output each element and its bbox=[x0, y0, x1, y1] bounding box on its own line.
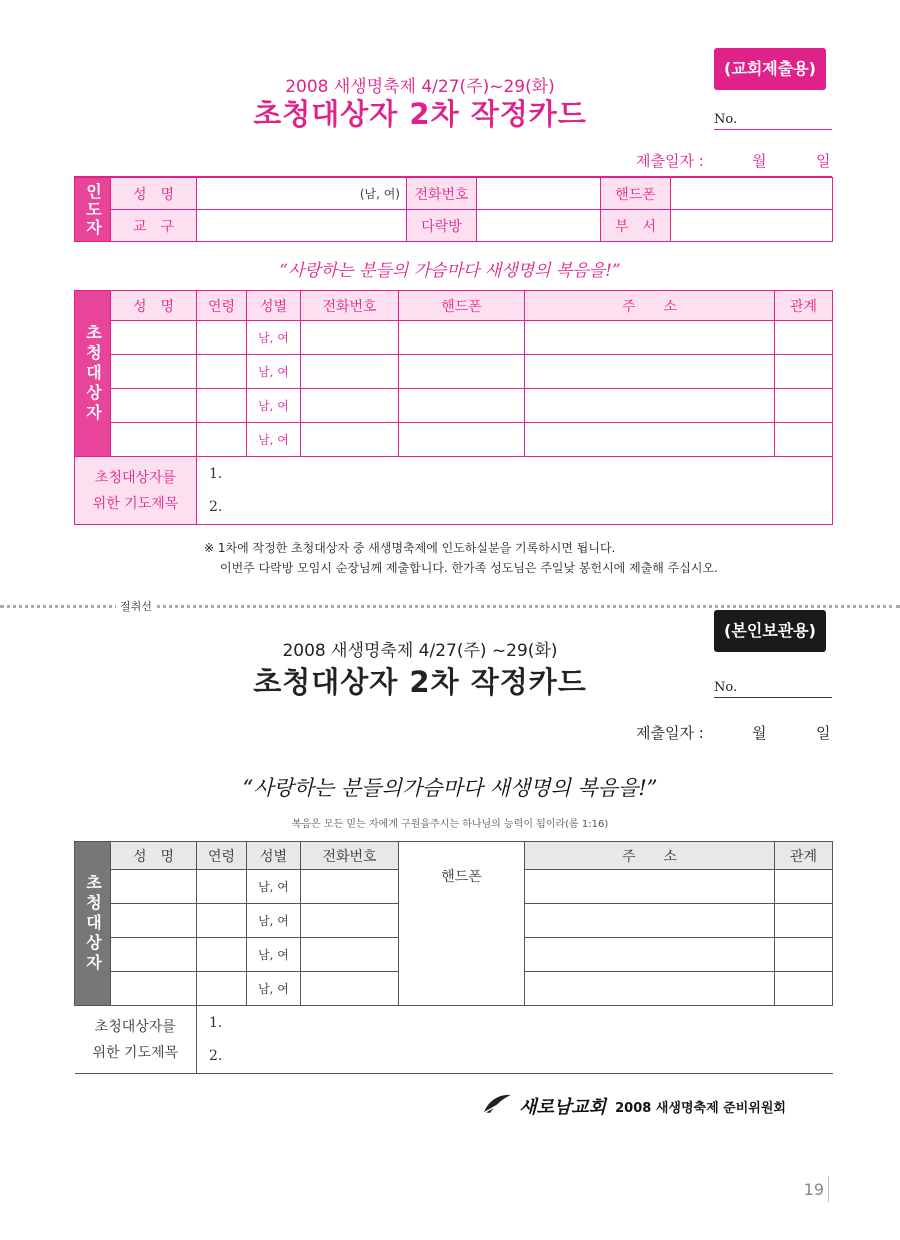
address-cell[interactable] bbox=[525, 355, 775, 389]
guide-phone-field[interactable] bbox=[477, 178, 601, 210]
top-title: 초청대상자 2차 작정카드 bbox=[253, 97, 587, 131]
col-address: 주 소 bbox=[525, 291, 775, 321]
personal-copy-badge: (본인보관용) bbox=[714, 610, 826, 652]
bottom-invitee-header-row bbox=[75, 842, 833, 870]
phone-cell[interactable] bbox=[301, 423, 399, 457]
name-cell[interactable] bbox=[111, 355, 197, 389]
church-logo-icon bbox=[480, 1092, 514, 1120]
top-subtitle: 2008 새생명축제 4/27(주)~29(화) bbox=[285, 77, 555, 97]
cut-line-label: 절취선 bbox=[116, 598, 156, 614]
address-cell[interactable] bbox=[525, 321, 775, 355]
address-cell[interactable] bbox=[525, 938, 775, 972]
relation-cell[interactable] bbox=[775, 904, 833, 938]
bottom-date-row bbox=[0, 722, 900, 744]
age-cell[interactable] bbox=[197, 972, 247, 1006]
top-number-field[interactable] bbox=[714, 112, 832, 130]
guide-name-field[interactable] bbox=[197, 178, 407, 210]
col-mobile: 핸드폰 bbox=[399, 842, 525, 1006]
top-month-label: 월 bbox=[752, 152, 767, 170]
guide-gender-hint: (남, 여) bbox=[359, 187, 400, 201]
relation-cell[interactable] bbox=[775, 870, 833, 904]
bottom-date-label: 제출일자 : bbox=[636, 724, 704, 742]
bottom-number-field[interactable] bbox=[714, 680, 832, 698]
name-cell[interactable] bbox=[111, 321, 197, 355]
col-relation: 관계 bbox=[775, 842, 833, 870]
address-cell[interactable] bbox=[525, 904, 775, 938]
col-relation: 관계 bbox=[775, 291, 833, 321]
top-prayer-label bbox=[75, 457, 197, 525]
sex-cell[interactable]: 남, 여 bbox=[247, 938, 301, 972]
guide-phone-label: 전화번호 bbox=[407, 178, 477, 210]
top-prayer-label-line2: 위한 기도제목 bbox=[92, 495, 179, 512]
bottom-number-label: No. bbox=[714, 680, 738, 695]
guide-darakbang-label: 다락방 bbox=[407, 210, 477, 242]
age-cell[interactable] bbox=[197, 355, 247, 389]
bottom-prayer-label-line2: 위한 기도제목 bbox=[92, 1044, 179, 1061]
name-cell[interactable] bbox=[111, 972, 197, 1006]
address-cell[interactable] bbox=[525, 972, 775, 1006]
relation-cell[interactable] bbox=[775, 355, 833, 389]
relation-cell[interactable] bbox=[775, 389, 833, 423]
name-cell[interactable] bbox=[111, 904, 197, 938]
mobile-cell[interactable] bbox=[399, 321, 525, 355]
phone-cell[interactable] bbox=[301, 904, 399, 938]
prayer-row-1 bbox=[75, 457, 833, 491]
top-date-label: 제출일자 : bbox=[636, 152, 704, 170]
page-number-divider bbox=[828, 1176, 829, 1202]
page-number: 19 bbox=[803, 1180, 824, 1199]
table-row bbox=[75, 423, 833, 457]
sex-cell[interactable]: 남, 여 bbox=[247, 355, 301, 389]
top-note-line2: 이번주 다락방 모임시 순장님께 제출합니다. 한가족 성도님은 주일낮 봉헌시에 제출해 주십시오. bbox=[220, 561, 718, 575]
age-cell[interactable] bbox=[197, 870, 247, 904]
guide-district-label: 교 구 bbox=[111, 210, 197, 242]
top-note-line1: ※ 1차에 작정한 초청대상자 중 새생명축제에 인도하실분을 기록하시면 됩니다. bbox=[204, 541, 616, 555]
guide-mobile-field[interactable] bbox=[671, 178, 833, 210]
top-invitee-table bbox=[74, 290, 833, 525]
bottom-day-label: 일 bbox=[816, 724, 831, 742]
guide-mobile-label: 핸드폰 bbox=[601, 178, 671, 210]
age-cell[interactable] bbox=[197, 938, 247, 972]
phone-cell[interactable] bbox=[301, 938, 399, 972]
col-phone: 전화번호 bbox=[301, 842, 399, 870]
name-cell[interactable] bbox=[111, 423, 197, 457]
guide-dept-field[interactable] bbox=[671, 210, 833, 242]
age-cell[interactable] bbox=[197, 389, 247, 423]
col-phone: 전화번호 bbox=[301, 291, 399, 321]
committee-name: 2008 새생명축제 준비위원회 bbox=[615, 1100, 786, 1116]
col-age: 연령 bbox=[197, 842, 247, 870]
bottom-prayer-field-1[interactable]: 1. bbox=[197, 1006, 833, 1040]
bottom-slogan: “사랑하는 분들의가슴마다 새생명의 복음을!” bbox=[242, 776, 658, 800]
bottom-month-label: 월 bbox=[752, 724, 767, 742]
bottom-prayer-label-line1: 초청대상자를 bbox=[94, 1018, 176, 1035]
table-row bbox=[75, 389, 833, 423]
col-name: 성 명 bbox=[111, 842, 197, 870]
guide-name-label: 성 명 bbox=[111, 178, 197, 210]
col-mobile: 핸드폰 bbox=[399, 291, 525, 321]
bottom-invitee-side-label: 초청대상자 bbox=[75, 842, 111, 1006]
guide-table bbox=[74, 177, 833, 242]
guide-dept-label: 부 서 bbox=[601, 210, 671, 242]
sex-cell[interactable]: 남, 여 bbox=[247, 321, 301, 355]
address-cell[interactable] bbox=[525, 870, 775, 904]
bottom-title: 초청대상자 2차 작정카드 bbox=[253, 665, 587, 699]
address-cell[interactable] bbox=[525, 423, 775, 457]
bottom-prayer-label bbox=[75, 1006, 197, 1074]
guide-district-field[interactable] bbox=[197, 210, 407, 242]
age-cell[interactable] bbox=[197, 904, 247, 938]
sex-cell[interactable]: 남, 여 bbox=[247, 904, 301, 938]
name-cell[interactable] bbox=[111, 938, 197, 972]
top-slogan: “사랑하는 분들의 가슴마다 새생명의 복음을!” bbox=[279, 261, 621, 281]
col-age: 연령 bbox=[197, 291, 247, 321]
relation-cell[interactable] bbox=[775, 423, 833, 457]
prayer-row-1 bbox=[75, 1006, 833, 1040]
sex-cell[interactable]: 남, 여 bbox=[247, 870, 301, 904]
bottom-subtitle: 2008 새생명축제 4/27(주) ~29(화) bbox=[282, 641, 558, 661]
relation-cell[interactable] bbox=[775, 972, 833, 1006]
bottom-verse: 복음은 모든 믿는 자에게 구원을주시는 하나님의 능력이 됨이라(롬 1:16) bbox=[291, 819, 609, 830]
bottom-invitee-table bbox=[74, 841, 833, 1074]
col-address: 주 소 bbox=[525, 842, 775, 870]
phone-cell[interactable] bbox=[301, 321, 399, 355]
col-sex: 성별 bbox=[247, 842, 301, 870]
relation-cell[interactable] bbox=[775, 938, 833, 972]
guide-side-label: 인도자 bbox=[75, 178, 111, 242]
phone-cell[interactable] bbox=[301, 972, 399, 1006]
top-prayer-label-line1: 초청대상자를 bbox=[94, 469, 177, 486]
table-row bbox=[75, 321, 833, 355]
top-date-row bbox=[0, 150, 900, 172]
top-prayer-field-1[interactable]: 1. bbox=[197, 457, 833, 491]
top-invitee-header-row bbox=[75, 291, 833, 321]
sex-cell[interactable]: 남, 여 bbox=[247, 972, 301, 1006]
mobile-cell[interactable] bbox=[399, 355, 525, 389]
phone-cell[interactable] bbox=[301, 870, 399, 904]
top-invitee-side-label: 초청대상자 bbox=[75, 291, 111, 457]
footer-signature bbox=[480, 1092, 840, 1122]
phone-cell[interactable] bbox=[301, 389, 399, 423]
sex-cell[interactable]: 남, 여 bbox=[247, 423, 301, 457]
name-cell[interactable] bbox=[111, 870, 197, 904]
address-cell[interactable] bbox=[525, 389, 775, 423]
name-cell[interactable] bbox=[111, 389, 197, 423]
top-number-label: No. bbox=[714, 112, 738, 127]
mobile-cell[interactable] bbox=[399, 423, 525, 457]
guide-darakbang-field[interactable] bbox=[477, 210, 601, 242]
sex-cell[interactable]: 남, 여 bbox=[247, 389, 301, 423]
col-name: 성 명 bbox=[111, 291, 197, 321]
table-row bbox=[75, 355, 833, 389]
church-submission-badge: (교회제출용) bbox=[714, 48, 826, 90]
col-sex: 성별 bbox=[247, 291, 301, 321]
age-cell[interactable] bbox=[197, 423, 247, 457]
relation-cell[interactable] bbox=[775, 321, 833, 355]
phone-cell[interactable] bbox=[301, 355, 399, 389]
top-note bbox=[204, 538, 844, 578]
church-name: 새로남교회 bbox=[519, 1097, 607, 1118]
age-cell[interactable] bbox=[197, 321, 247, 355]
mobile-cell[interactable] bbox=[399, 389, 525, 423]
top-day-label: 일 bbox=[816, 152, 831, 170]
top-prayer-field-2[interactable]: 2. bbox=[197, 491, 833, 525]
bottom-prayer-field-2[interactable]: 2. bbox=[197, 1040, 833, 1074]
